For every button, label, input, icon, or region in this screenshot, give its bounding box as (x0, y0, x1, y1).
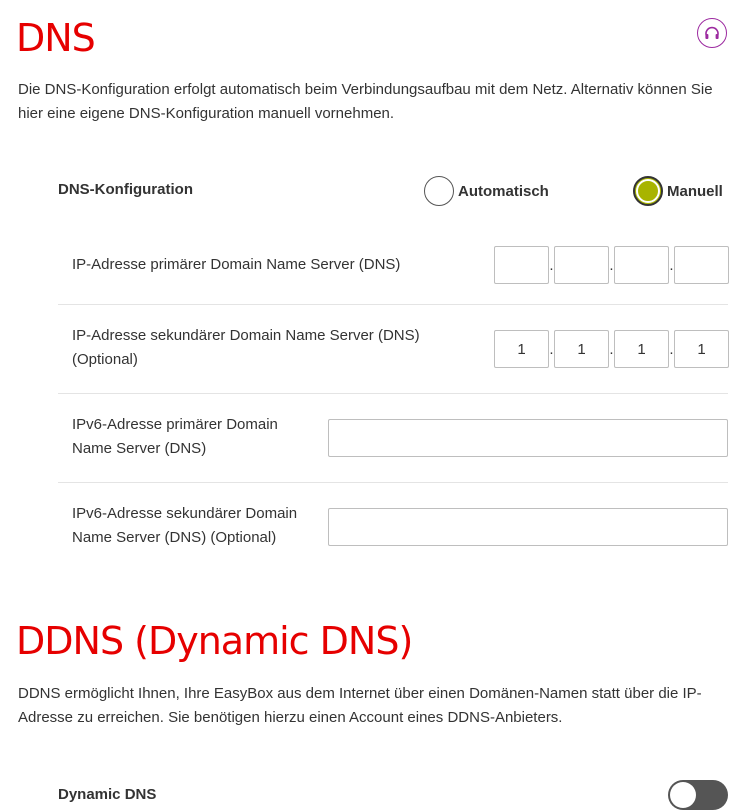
dns-config-label: DNS-Konfiguration (58, 181, 193, 198)
help-button[interactable] (697, 18, 727, 48)
octet-separator: . (549, 340, 554, 358)
primary-dns-ip-input (494, 246, 729, 284)
primary-ipv6-label (72, 413, 278, 461)
primary-dns-octet-4[interactable] (674, 246, 729, 284)
primary-dns-octet-2[interactable] (554, 246, 609, 284)
radio-manuell-circle[interactable] (633, 176, 663, 206)
dns-title: DNS (16, 16, 95, 60)
secondary-dns-label-line1: IP-Adresse sekundärer Domain Name Server (DNS) (72, 327, 420, 344)
radio-manuell-label: Manuell (667, 182, 723, 200)
dynamic-dns-toggle[interactable] (668, 780, 728, 810)
primary-dns-octet-1[interactable] (494, 246, 549, 284)
secondary-dns-octet-4[interactable] (674, 330, 729, 368)
toggle-knob (670, 782, 696, 808)
primary-dns-label: IP-Adresse primärer Domain Name Server (DNS) (72, 256, 401, 273)
secondary-dns-ip-input (494, 330, 729, 368)
secondary-dns-label (72, 324, 420, 372)
octet-separator: . (669, 256, 674, 274)
octet-separator: . (609, 256, 614, 274)
help-refresh-icon (702, 23, 722, 43)
octet-separator: . (609, 340, 614, 358)
secondary-ipv6-label (72, 502, 297, 550)
secondary-dns-octet-1[interactable] (494, 330, 549, 368)
radio-automatisch-label: Automatisch (458, 182, 549, 200)
secondary-dns-label-line2: (Optional) (72, 351, 138, 368)
radio-automatisch-circle[interactable] (424, 176, 454, 206)
row-divider (58, 482, 728, 483)
octet-separator: . (669, 340, 674, 358)
primary-ipv6-input[interactable] (328, 419, 728, 457)
dns-description: Die DNS-Konfiguration erfolgt automatisch beim Verbindungsaufbau mit dem Netz. Alternativ können Sie hier eine eigene DNS-Konfiguration manuell vornehmen. (18, 81, 713, 122)
primary-ipv6-label-line2: Name Server (DNS) (72, 440, 207, 457)
row-divider (58, 304, 728, 305)
dynamic-dns-label: Dynamic DNS (58, 786, 157, 803)
ddns-title: DDNS (Dynamic DNS) (16, 619, 413, 663)
primary-ipv6-label-line1: IPv6-Adresse primärer Domain (72, 416, 278, 433)
octet-separator: . (549, 256, 554, 274)
primary-dns-octet-3[interactable] (614, 246, 669, 284)
ddns-description: DDNS ermöglicht Ihnen, Ihre EasyBox aus dem Internet über einen Domänen-Namen statt über die IP-Adresse zu erreichen. Sie benötigen hierzu einen Account eines DDNS-Anbieters. (18, 685, 702, 726)
secondary-ipv6-label-line2: Name Server (DNS) (Optional) (72, 529, 277, 546)
radio-manuell[interactable] (633, 176, 723, 206)
radio-automatisch[interactable] (424, 176, 549, 206)
secondary-dns-octet-2[interactable] (554, 330, 609, 368)
secondary-ipv6-input[interactable] (328, 508, 728, 546)
secondary-dns-octet-3[interactable] (614, 330, 669, 368)
secondary-ipv6-label-line1: IPv6-Adresse sekundärer Domain (72, 505, 298, 522)
row-divider (58, 393, 728, 394)
